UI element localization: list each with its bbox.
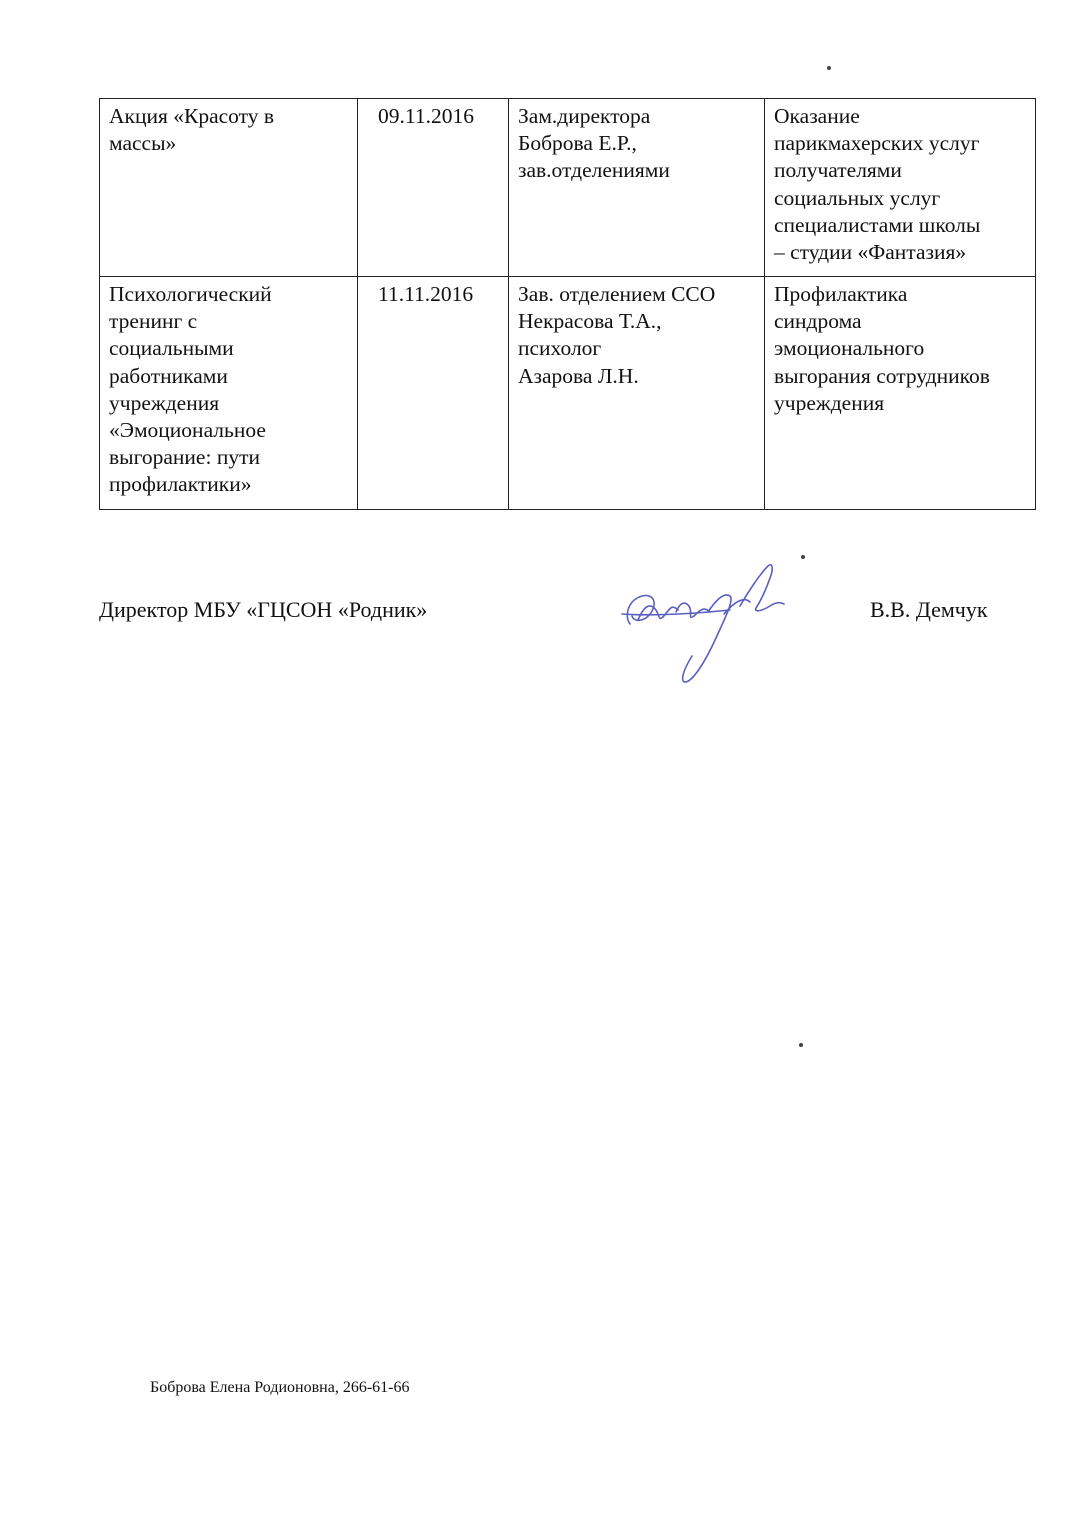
responsible-cell: Зам.директора Боброва Е.Р., зав.отделениями <box>509 99 765 277</box>
date-cell: 11.11.2016 <box>358 277 509 510</box>
table-row <box>100 99 1036 277</box>
table-row <box>100 277 1036 510</box>
event-cell: Акция «Красоту в массы» <box>100 99 358 277</box>
event-cell: Психологический тренинг с социальными работниками учреждения «Эмоциональное выгорание: пути профилактики» <box>100 277 358 510</box>
handwritten-signature <box>620 556 790 686</box>
signatory-position: Директор МБУ «ГЦСОН «Родник» <box>99 597 428 622</box>
events-table <box>99 98 1036 510</box>
result-cell: Оказание парикмахерских услуг получателями социальных услуг специалистами школы – студии «Фантазия» <box>765 99 1036 277</box>
scan-speck <box>801 555 805 559</box>
date-cell: 09.11.2016 <box>358 99 509 277</box>
scan-speck <box>799 1043 803 1047</box>
responsible-cell: Зав. отделением ССО Некрасова Т.А., психолог Азарова Л.Н. <box>509 277 765 510</box>
executor-contact: Боброва Елена Родионовна, 266-61-66 <box>150 1379 410 1396</box>
signatory-name: В.В. Демчук <box>870 597 988 622</box>
result-cell: Профилактика синдрома эмоционального выгорания сотрудников учреждения <box>765 277 1036 510</box>
scan-speck <box>827 66 831 70</box>
